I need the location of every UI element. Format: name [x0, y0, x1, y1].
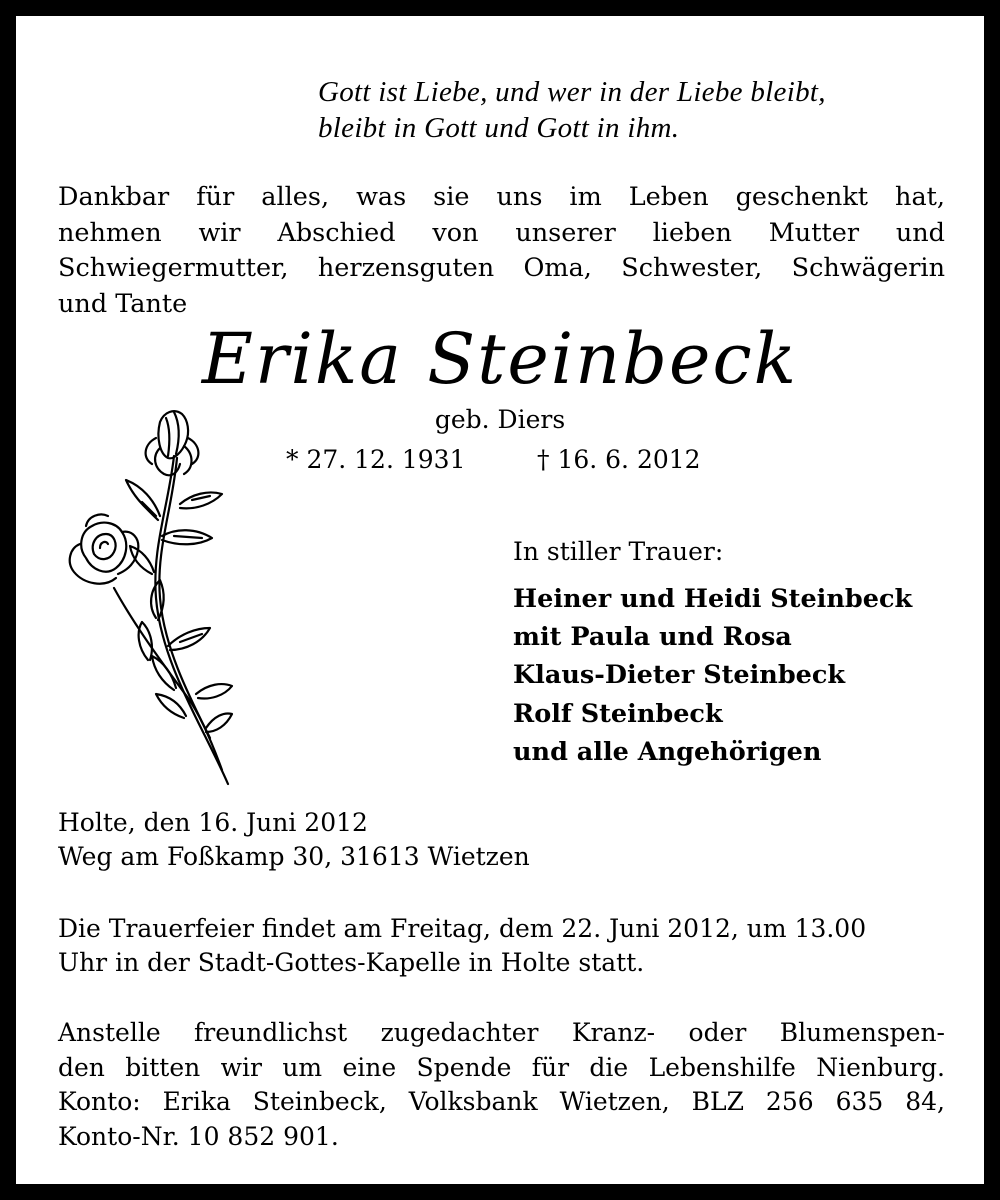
donation-line: Konto: Erika Steinbeck, Volksbank Wietzen, BLZ 256 635 84,: [58, 1087, 945, 1116]
address-line: Weg am Foßkamp 30, 31613 Wietzen: [58, 842, 530, 871]
mourner-name: Klaus-Dieter Steinbeck: [513, 660, 846, 691]
intro-line: Dankbar für alles, was sie uns im Leben geschenkt hat,: [58, 182, 945, 212]
mourner-name: Rolf Steinbeck: [513, 698, 723, 729]
mourners-list: [513, 580, 912, 771]
rose-icon: [56, 398, 236, 788]
ceremony-line: Die Trauerfeier findet am Freitag, dem 22. Juni 2012, um 13.00: [58, 914, 867, 943]
mourner-name: und alle Angehörigen: [513, 736, 822, 767]
death-date: † 16. 6. 2012: [537, 445, 701, 474]
ceremony-paragraph: [58, 912, 945, 980]
verse-line: Gott ist Liebe, und wer in der Liebe bleibt,: [318, 76, 826, 108]
birth-date: * 27. 12. 1931: [286, 445, 466, 474]
intro-paragraph: [58, 180, 945, 322]
mourners-title: In stiller Trauer:: [513, 537, 724, 566]
mourner-name: mit Paula und Rosa: [513, 622, 792, 653]
donation-line: den bitten wir um eine Spende für die Lebenshilfe Nienburg.: [58, 1052, 945, 1082]
intro-line: und Tante: [58, 288, 188, 319]
bible-verse: [318, 74, 978, 146]
donation-line: Konto-Nr. 10 852 901.: [58, 1121, 339, 1151]
intro-line: Schwiegermutter, herzensguten Oma, Schwester, Schwägerin: [58, 253, 945, 283]
donation-line: Anstelle freundlichst zugedachter Kranz- oder Blumenspen-: [58, 1018, 945, 1047]
birth-name: geb. Diers: [434, 405, 566, 434]
verse-line: bleibt in Gott und Gott in ihm.: [318, 112, 680, 144]
place-date-line: Holte, den 16. Juni 2012: [58, 808, 368, 837]
intro-line: nehmen wir Abschied von unserer lieben Mutter und: [58, 217, 945, 248]
mourner-name: Heiner und Heidi Steinbeck: [513, 584, 913, 614]
place-and-date: [58, 806, 530, 874]
deceased-name: Erika Steinbeck: [201, 318, 799, 400]
donation-paragraph: [58, 1016, 945, 1154]
ceremony-line: Uhr in der Stadt-Gottes-Kapelle in Holte statt.: [58, 948, 645, 977]
